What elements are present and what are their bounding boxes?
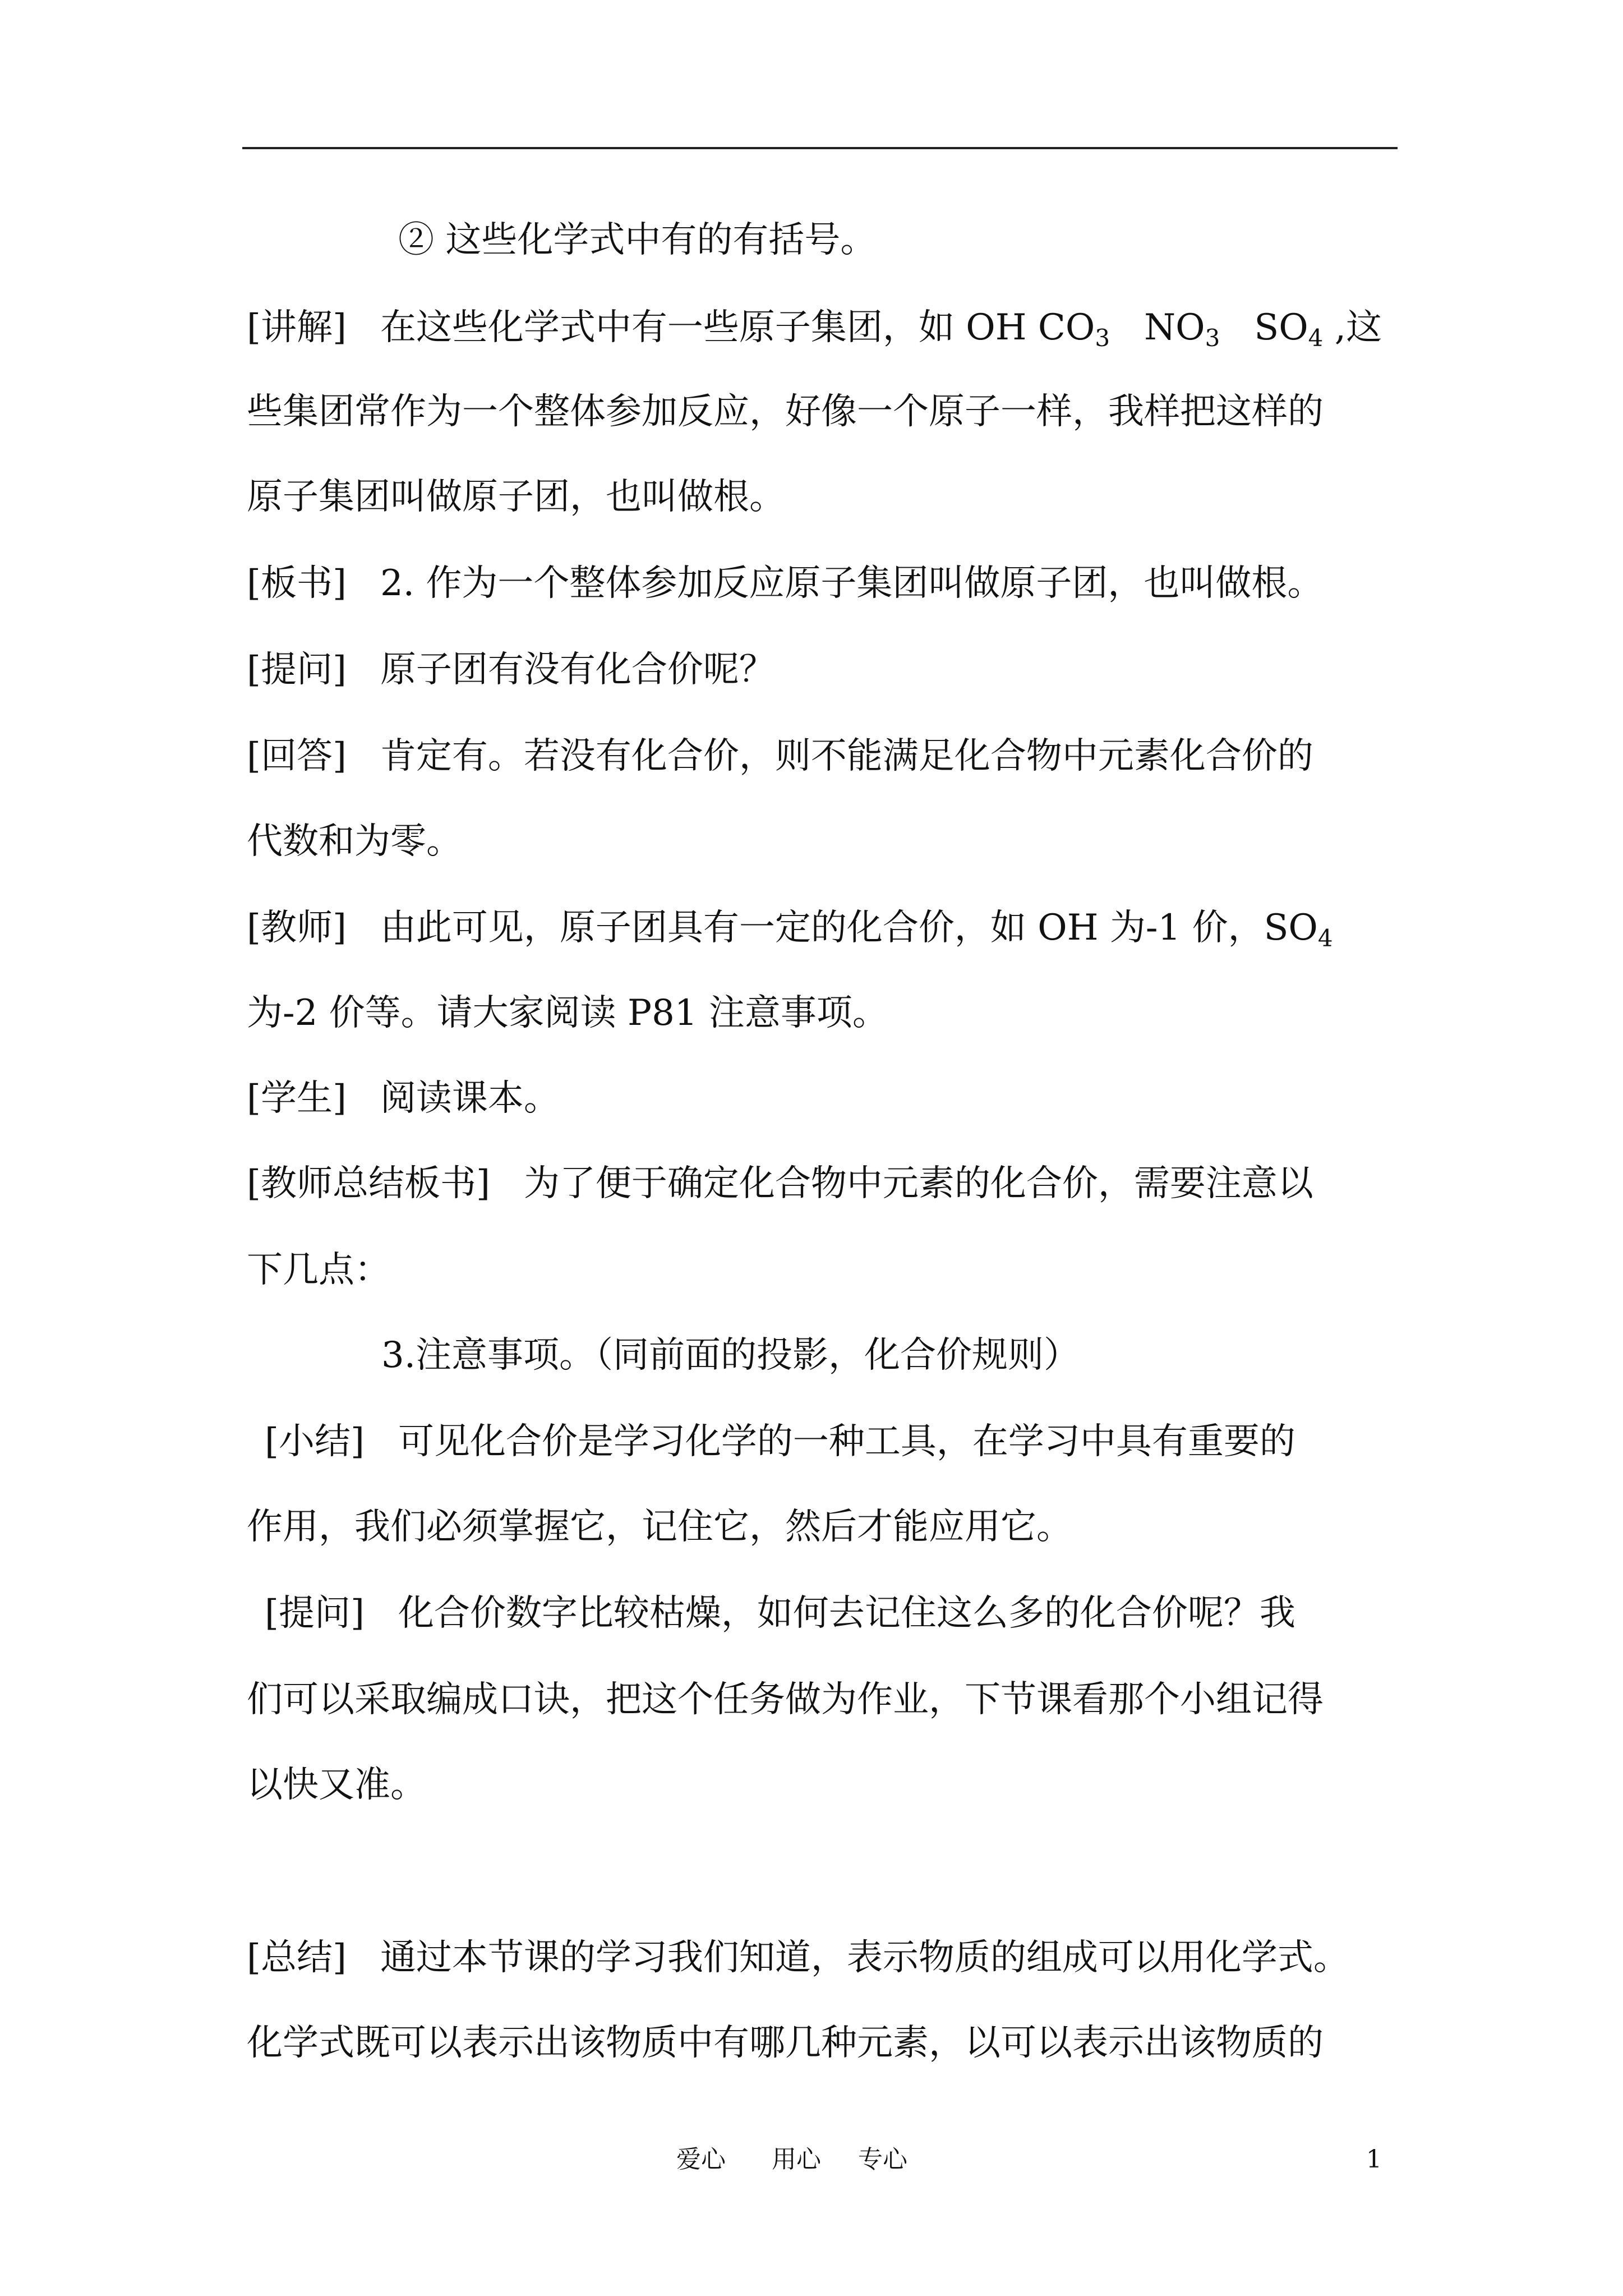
text-line: 些集团常作为一个整体参加反应，好像一个原子一样，我样把这样的 xyxy=(247,391,1324,432)
role-tag: [提问] xyxy=(247,649,347,691)
role-tag: [提问] xyxy=(265,1593,365,1634)
footer-motto-3: 专心 xyxy=(858,2145,907,2174)
role-tag: [小结] xyxy=(265,1421,365,1462)
role-tag: [回答] xyxy=(247,735,347,777)
text-line: 为-2 价等。请大家阅读 P81 注意事项。 xyxy=(247,992,888,1034)
text-line: [总结] 通过本节课的学习我们知道，表示物质的组成可以用化学式。 xyxy=(247,1937,1349,1978)
text-line: [小结] 可见化合价是学习化学的一种工具，在学习中具有重要的 xyxy=(265,1421,1295,1462)
text-line: 们可以采取编成口诀，把这个任务做为作业，下节课看那个小组记得 xyxy=(247,1679,1324,1720)
footer-motto-2: 用心 xyxy=(772,2145,821,2174)
text-line: [学生] 阅读课本。 xyxy=(247,1078,560,1119)
role-tag: [讲解] xyxy=(247,307,347,348)
text-line: 作用，我们必须掌握它，记住它，然后才能应用它。 xyxy=(247,1506,1072,1548)
footer-motto-1: 爱心 xyxy=(676,2145,726,2174)
text-line: 以快又准。 xyxy=(247,1764,426,1806)
text-line: [回答] 肯定有。若没有化合价，则不能满足化合物中元素化合价的 xyxy=(247,735,1313,777)
role-tag: [总结] xyxy=(247,1937,347,1978)
text-line: [板书] 2. 作为一个整体参加反应原子集团叫做原子团，也叫做根。 xyxy=(247,563,1324,604)
role-tag: [教师] xyxy=(247,907,347,949)
text-line: [提问] 原子团有没有化合价呢？ xyxy=(247,649,775,691)
text-line: 化学式既可以表示出该物质中有哪几种元素，以可以表示出该物质的 xyxy=(247,2022,1324,2064)
text-line: 原子集团叫做原子团，也叫做根。 xyxy=(247,476,785,518)
text-line: ② 这些化学式中有的有括号。 xyxy=(398,219,877,261)
text-line: [教师总结板书] 为了便于确定化合物中元素的化合价，需要注意以 xyxy=(247,1163,1313,1204)
text-line: [讲解] 在这些化学式中有一些原子集团，如 OH $CO_3$ $NO_3$ $SO_4$ ,这 xyxy=(247,307,1382,352)
text-line: [提问] 化合价数字比较枯燥，如何去记住这么多的化合价呢？我 xyxy=(265,1593,1295,1634)
role-tag: [教师总结板书] xyxy=(247,1163,490,1204)
text-line: [教师] 由此可见，原子团具有一定的化合价，如 OH 为-1 价，$SO_4$ xyxy=(247,907,1333,952)
text-line: 代数和为零。 xyxy=(247,821,462,862)
text-line: 3.注意事项。（同前面的投影，化合价规则） xyxy=(381,1335,1080,1376)
text-line: 下几点： xyxy=(247,1249,390,1291)
page-number: 1 xyxy=(1366,2145,1382,2174)
role-tag: [板书] xyxy=(247,563,347,604)
role-tag: [学生] xyxy=(247,1078,347,1119)
header-rule xyxy=(242,147,1398,149)
